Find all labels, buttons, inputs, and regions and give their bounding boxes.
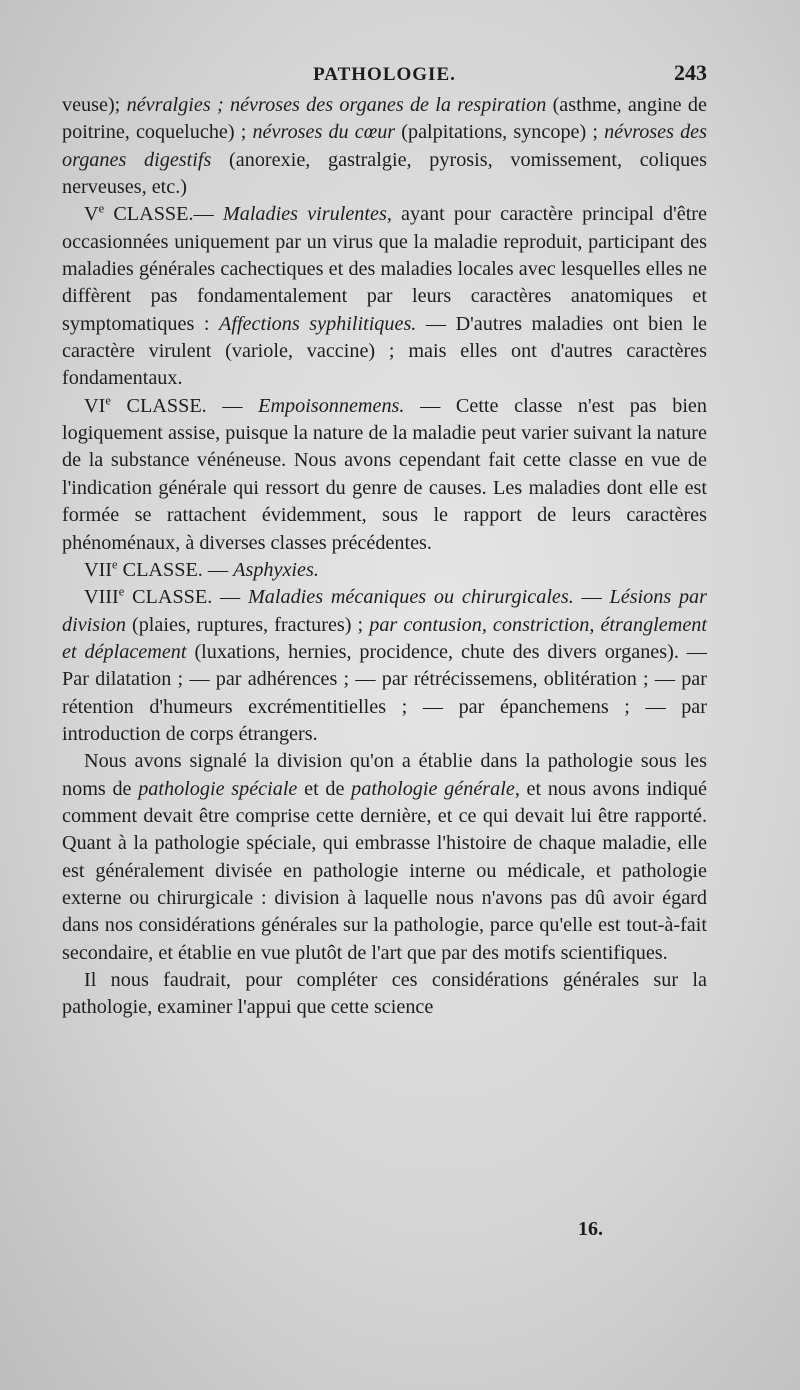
- text-segment: CLASSE. —: [124, 586, 248, 609]
- italic-text: par contusion, constriction, étranglement et déplacement: [62, 613, 707, 663]
- italic-text: pathologie spéciale: [138, 777, 298, 800]
- text-segment: (anorexie, gastralgie, pyrosis, vomissement, coliques nerveuses, etc.): [62, 148, 707, 199]
- signature-mark: 16.: [578, 1218, 603, 1240]
- paragraph: [62, 201, 707, 392]
- text-segment: (palpitations, syncope) ;: [395, 121, 605, 144]
- italic-text: névroses des organes digestifs: [62, 121, 707, 171]
- italic-text: névroses du cœur: [252, 121, 396, 144]
- text-segment: (luxations, hernies, procidence, chute des divers organes). — Par dilatation ; — par adhérences ; — par rétrécissemens, oblitération ; — par rétention d'humeurs excrémentitielles ; — par épanchemens ; — par introduction de corps étrangers.: [62, 640, 707, 745]
- italic-text: Lésions par division: [62, 586, 707, 636]
- paragraph: [62, 393, 707, 557]
- running-head: PATHOLOGIE.: [313, 64, 456, 85]
- page-number: 243: [674, 60, 707, 85]
- text-segment: ayant pour caractère principal d'être occasionnées uniquement par un virus que la maladie reproduit, participant des maladies générales cachectiques et des maladies locales avec lesquelles elles ne diffèrent pas fondamentalement par leurs caractères anatomiques et symptomatiques :: [62, 203, 707, 335]
- paragraph: [62, 584, 707, 748]
- text-segment: Il nous faudrait, pour compléter ces considérations générales sur la pathologie, examiner l'appui que cette science: [62, 969, 707, 1019]
- paragraph: [62, 748, 707, 967]
- text-segment: Nous avons signalé la division qu'on a établie dans la pathologie sous les noms de: [62, 750, 707, 800]
- text-segment: CLASSE.—: [104, 203, 223, 226]
- superscript: e: [98, 201, 105, 216]
- text-segment: veuse);: [62, 94, 127, 116]
- text-segment: VI: [84, 394, 106, 417]
- text-segment: —: [573, 586, 610, 609]
- text-segment: VIII: [84, 586, 119, 609]
- text-segment: CLASSE. —: [117, 558, 234, 581]
- italic-text: Empoisonnemens.: [258, 394, 405, 417]
- paragraph: [62, 92, 707, 201]
- superscript: e: [118, 584, 125, 599]
- italic-text: Asphyxies.: [233, 558, 319, 581]
- italic-text: névralgies ; névroses des organes de la respiration: [126, 94, 547, 116]
- text-segment: CLASSE. —: [110, 394, 259, 417]
- text-segment: — D'autres maladies ont bien le caractère virulent (variole, vaccine) ; mais elles ont d'autres caractères fondamentaux.: [62, 312, 707, 390]
- text-segment: V: [84, 203, 99, 226]
- italic-text: pathologie générale: [351, 777, 515, 800]
- text-segment: VII: [84, 558, 113, 581]
- body-text: [62, 92, 707, 1022]
- superscript: e: [105, 393, 111, 408]
- paragraph: [62, 557, 707, 584]
- text-segment: , et nous avons indiqué comment devait être comprise cette dernière, et ce qui devait lui être rapporté. Quant à la pathologie spéciale, qui embrasse l'histoire de chaque maladie, elle est généralement divisée en pathologie interne ou médicale, et pathologie externe ou chirurgicale : division à laquelle nous n'avons pas dû avoir égard dans nos considérations générales sur la pathologie, parce qu'elle est tout-à-fait secondaire, et établie en vue plutôt de l'art que par des motifs scientifiques.: [62, 777, 708, 964]
- italic-text: Affections syphilitiques.: [219, 312, 417, 335]
- text-segment: et de: [297, 777, 352, 800]
- superscript: e: [112, 557, 118, 572]
- italic-text: Maladies mécaniques ou chirurgicales.: [247, 586, 574, 609]
- text-segment: (asthme, angine de poitrine, coqueluche) ;: [62, 94, 707, 144]
- text-segment: — Cette classe n'est pas bien logiquement assise, puisque la nature de la maladie peut varier suivant la nature de la substance vénéneuse. Nous avons cependant fait cette classe en vue de l'indication générale qui ressort du genre de causes. Les maladies dont elle est formée se rattachent évidemment, sous le rapport de leurs caractères phénoménaux, à diverses classes précédentes.: [62, 394, 707, 554]
- paragraph: [62, 967, 707, 1022]
- italic-text: Maladies virulentes,: [222, 203, 392, 226]
- page-header: [62, 60, 707, 92]
- text-segment: (plaies, ruptures, fractures) ;: [125, 613, 370, 636]
